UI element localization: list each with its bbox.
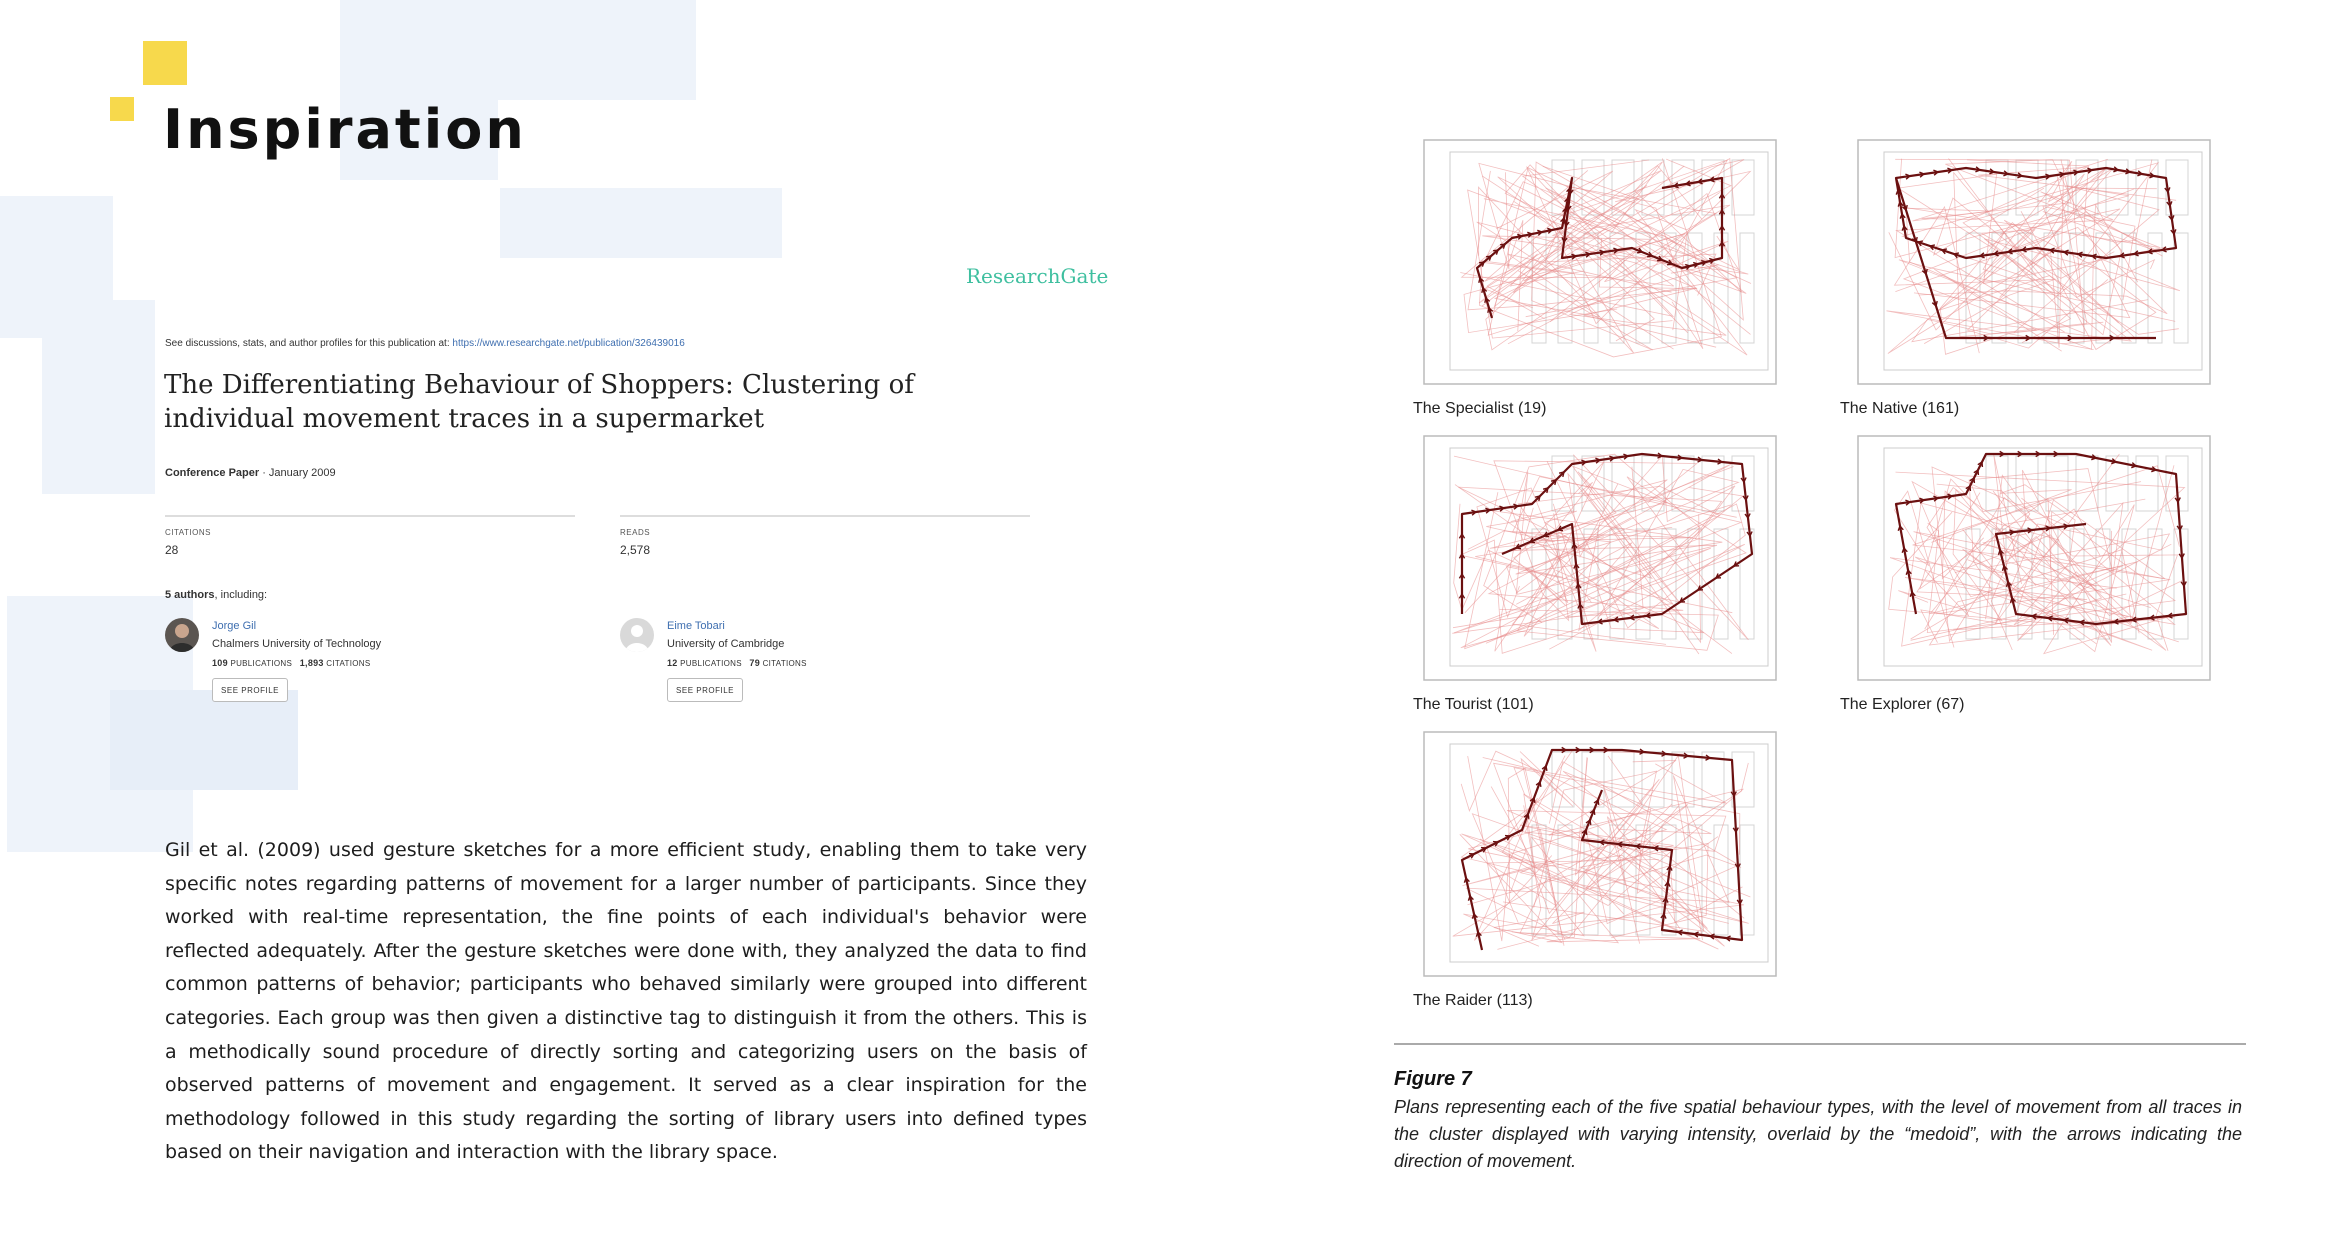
plan-caption: The Native (161)	[1840, 400, 1960, 417]
author-stats	[667, 658, 807, 668]
figure-divider	[1394, 1043, 2246, 1045]
paper-title: The Differentiating Behaviour of Shoppers: Clustering of individual movement traces in a supermarket	[164, 370, 914, 434]
author-publications: 12	[667, 658, 678, 668]
paper-type-label: Conference Paper	[165, 467, 260, 479]
authors-count: 5 authors	[165, 589, 215, 601]
plan-native	[1856, 138, 2212, 386]
citations-label: CITATIONS	[326, 659, 371, 668]
decor-square	[500, 188, 782, 258]
decor-yellow-square	[143, 41, 187, 85]
plan-explorer	[1856, 434, 2212, 682]
author-institution: Chalmers University of Technology	[212, 638, 382, 650]
author-avatar[interactable]	[620, 618, 654, 652]
plan-caption: The Raider (113)	[1413, 992, 1533, 1009]
floor-plan-image	[1856, 434, 2212, 682]
slide-title: Inspiration	[163, 98, 527, 161]
body-paragraph: Gil et al. (2009) used gesture sketches for a more efficient study, enabling them to take very specific notes regarding patterns of movement for a larger number of participants. Since they worked with real-time representation, the fine points of each individual's behavior were reflected adequately. After the gesture sketches were done with, they analyzed the data to find common patterns of behavior; participants who behaved similarly were grouped into different categories. Each group was then given a distinctive tag to distinguish it from the others. This is a methodically sound procedure of directly sorting and categorizing users on the basis of observed patterns of movement and engagement. It served as a clear inspiration for the methodology followed in this study regarding the sorting of library users into defined types based on their navigation and interaction with the library space.	[165, 839, 1087, 1164]
publication-link-text: See discussions, stats, and author profiles for this publication at:	[165, 338, 453, 349]
decor-square	[42, 300, 155, 494]
publication-link[interactable]: https://www.researchgate.net/publication/326439016	[452, 338, 685, 349]
plan-raider	[1422, 730, 1778, 978]
citations-value: 28	[165, 543, 179, 557]
author-stats	[212, 658, 370, 668]
author-citations: 1,893	[299, 658, 324, 668]
divider	[165, 515, 575, 517]
publication-link-line	[165, 338, 685, 349]
figure-caption: Plans representing each of the five spatial behaviour types, with the level of movement from all traces in the cluster displayed with varying intensity, overlaid by the “medoid”, with the arrows indicating the direction of movement.	[1394, 1097, 2242, 1171]
paper-date: · January 2009	[259, 467, 336, 479]
authors-heading	[165, 589, 267, 601]
figure-label: Figure 7	[1394, 1068, 1472, 1090]
plan-caption: The Tourist (101)	[1413, 696, 1534, 713]
citations-label: CITATIONS	[762, 659, 807, 668]
author-citations: 79	[749, 658, 761, 668]
see-profile-button[interactable]: SEE PROFILE	[212, 678, 288, 702]
plan-tourist	[1422, 434, 1778, 682]
see-profile-button[interactable]: SEE PROFILE	[667, 678, 743, 702]
publications-label: PUBLICATIONS	[230, 659, 293, 668]
author-name[interactable]: Jorge Gil	[212, 620, 257, 632]
plan-caption: The Explorer (67)	[1840, 696, 1965, 713]
paper-type	[165, 467, 336, 479]
author-card	[620, 618, 1020, 718]
authors-suffix: , including:	[214, 589, 268, 601]
reads-label: READS	[620, 528, 651, 537]
decor-yellow-square	[110, 97, 134, 121]
publications-label: PUBLICATIONS	[680, 659, 742, 668]
floor-plan-image	[1422, 138, 1778, 386]
author-institution: University of Cambridge	[667, 638, 785, 650]
plan-specialist	[1422, 138, 1778, 386]
divider	[620, 515, 1030, 517]
author-name[interactable]: Eime Tobari	[667, 620, 725, 632]
plan-caption: The Specialist (19)	[1413, 400, 1547, 417]
researchgate-logo: ResearchGate	[966, 264, 1109, 288]
reads-value: 2,578	[620, 543, 651, 557]
author-avatar[interactable]	[165, 618, 199, 652]
floor-plan-image	[1422, 730, 1778, 978]
citations-label: CITATIONS	[165, 528, 211, 537]
author-card	[165, 618, 565, 718]
floor-plan-image	[1856, 138, 2212, 386]
floor-plan-image	[1422, 434, 1778, 682]
author-publications: 109	[212, 658, 228, 668]
